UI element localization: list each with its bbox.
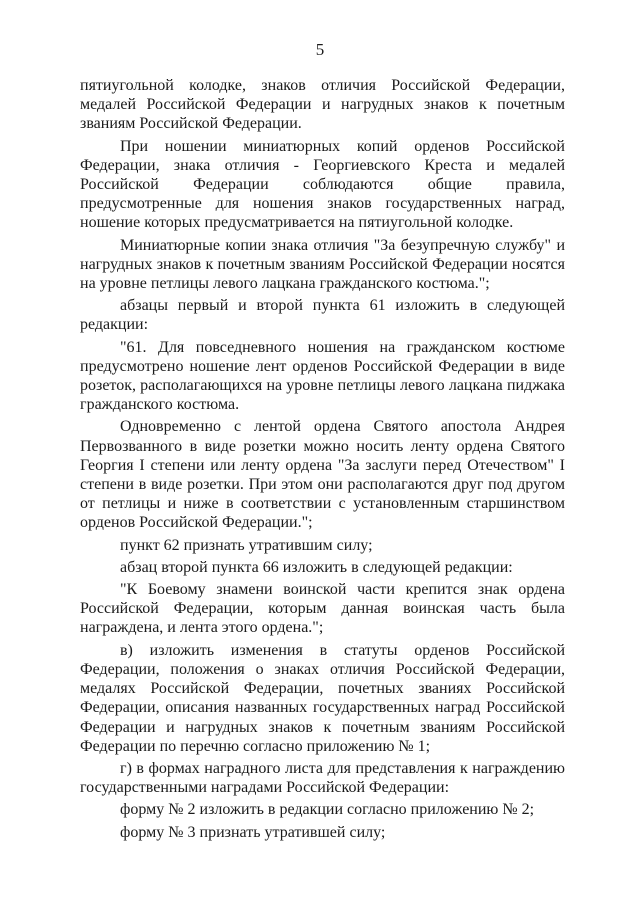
paragraph-9: "К Боевому знамени воинской части крепится знак ордена Российской Федерации, которым данная воинская часть была награждена, и лента этого ордена."; (80, 581, 565, 637)
paragraph-1: пятиугольной колодке, знаков отличия Российской Федерации, медалей Российской Федерации и нагрудных знаков к почетным званиям Российской Федерации. (80, 77, 565, 133)
paragraph-8: абзац второй пункта 66 изложить в следующей редакции: (120, 558, 513, 576)
paragraph-2: При ношении миниатюрных копий орденов Российской Федерации, знака отличия - Георгиевского Креста и медалей Российской Федерации соблюдаются общие правила, предусмотренные для ношения знаков государственных наград, ношение которых предусматривается на пятиугольной колодке. (80, 137, 565, 232)
paragraph-11: г) в формах наградного листа для представления к награждению государственными наградами Российской Федерации: (80, 759, 565, 797)
paragraph-3: Миниатюрные копии знака отличия "За безупречную службу" и нагрудных знаков к почетным званиям Российской Федерации носятся на уровне петлицы левого лацкана гражданского костюма."; (80, 236, 565, 293)
paragraph-7: пункт 62 признать утратившим силу; (120, 536, 373, 554)
paragraph-12: форму № 2 изложить в редакции согласно приложению № 2; (120, 801, 535, 819)
paragraph-13: форму № 3 признать утратившей силу; (120, 823, 386, 841)
paragraph-5: "61. Для повседневного ношения на гражданском костюме предусмотрено ношение лент орденов Российской Федерации в виде розеток, располагающихся на уровне петлицы левого лацкана пиджака гражданского костюма. (80, 338, 565, 414)
paragraph-10: в) изложить изменения в статуты орденов Российской Федерации, положения о знаках отличия Российской Федерации, медалях Российской Федерации, почетных званиях Российской Федерации, описания названных государственных наград Российской Федерации и нагрудных знаков к почетным званиям Российской Федерации по перечню согласно приложению № 1; (80, 641, 565, 755)
page-number: 5 (315, 40, 325, 59)
paragraph-4: абзацы первый и второй пункта 61 изложить в следующей редакции: (80, 297, 565, 334)
paragraph-6: Одновременно с лентой ордена Святого апостола Андрея Первозванного в виде розетки можно носить ленту ордена Святого Георгия I степени или ленту ордена "За заслуги перед Отечеством" I степени в виде розетки. При этом они располагаются друг под другом от петлицы и ниже в соответствии с установленным старшинством орденов Российской Федерации."; (80, 418, 565, 532)
document-body (80, 76, 565, 845)
